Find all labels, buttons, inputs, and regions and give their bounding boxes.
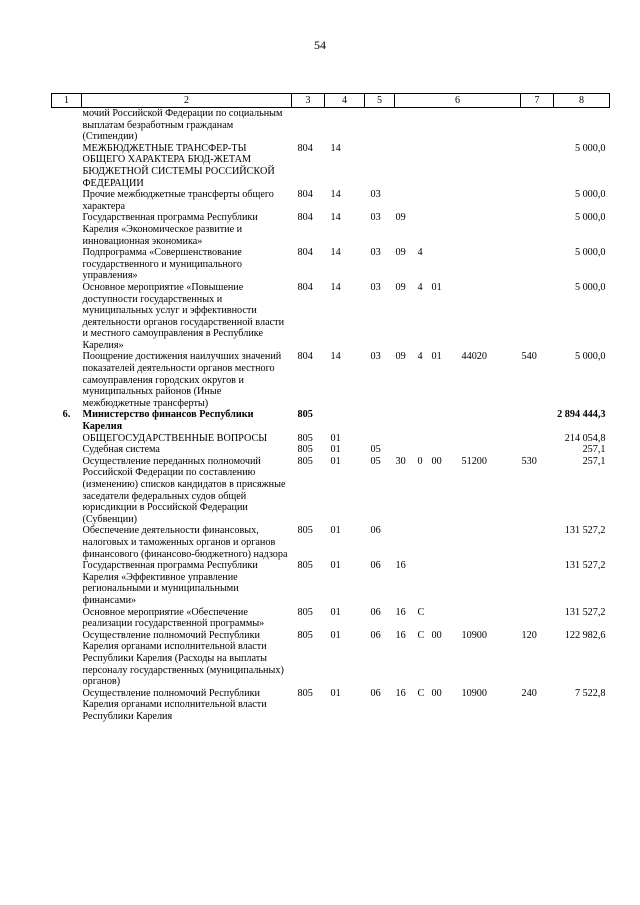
row-amount: 5 000,0 bbox=[574, 351, 606, 363]
table-row bbox=[52, 607, 610, 630]
row-col-6-d bbox=[462, 560, 502, 572]
row-col-6-b: С bbox=[417, 687, 425, 699]
row-col-6-a: 16 bbox=[395, 629, 406, 641]
header-col-5: 5 bbox=[365, 94, 395, 108]
row-number bbox=[52, 444, 82, 456]
row-col-7 bbox=[521, 444, 554, 456]
row-col-6 bbox=[395, 525, 521, 560]
row-col-6 bbox=[395, 212, 521, 247]
row-col-4: 01 bbox=[330, 455, 341, 467]
row-col-3: 805 bbox=[297, 687, 313, 699]
row-col-6 bbox=[395, 630, 521, 688]
header-col-3: 3 bbox=[292, 94, 325, 108]
row-col-6 bbox=[395, 282, 521, 352]
row-col-4: 01 bbox=[330, 606, 341, 618]
row-col-6-d: 10900 bbox=[461, 687, 487, 699]
row-col-4: 01 bbox=[330, 687, 341, 699]
row-col-5: 03 bbox=[370, 212, 381, 224]
row-col-5: 06 bbox=[370, 560, 381, 572]
row-number bbox=[52, 282, 82, 352]
row-number bbox=[52, 456, 82, 526]
row-col-4: 14 bbox=[330, 142, 341, 154]
row-col-6-c bbox=[432, 607, 462, 619]
row-amount: 5 000,0 bbox=[574, 189, 606, 201]
row-col-6 bbox=[395, 189, 521, 212]
row-col-6-a: 16 bbox=[395, 687, 406, 699]
row-col-5: 06 bbox=[370, 606, 381, 618]
row-col-6-d bbox=[462, 282, 502, 294]
row-col-4: 01 bbox=[330, 629, 341, 641]
row-col-6-c: 01 bbox=[431, 351, 442, 363]
table-row bbox=[52, 108, 610, 143]
row-col-6-d bbox=[462, 247, 502, 259]
row-amount: 2 894 444,3 bbox=[557, 409, 606, 421]
row-col-6 bbox=[395, 143, 521, 189]
row-number: 6. bbox=[62, 409, 71, 421]
table-row bbox=[52, 247, 610, 282]
row-name: мочий Российской Федерации по социальным выплатам безработным гражданам (Стипендии) bbox=[82, 108, 283, 143]
row-number bbox=[52, 607, 82, 630]
row-number bbox=[52, 433, 82, 445]
row-name: Обеспечение деятельности финансовых, налоговых и таможенных органов и органов финансового (финансово-бюджетного) надзора bbox=[82, 525, 288, 560]
row-col-6-c: 00 bbox=[431, 687, 442, 699]
row-amount: 5 000,0 bbox=[574, 212, 606, 224]
row-name: Министерство финансов Республики Карелия bbox=[82, 409, 254, 433]
row-name: Осуществление полномочий Республики Карелия органами исполнительной власти Республики Карелия (Расходы на выплаты персоналу государственных (муниципальных) органов) bbox=[82, 629, 284, 688]
row-col-6-b: 4 bbox=[417, 351, 423, 363]
row-col-5: 03 bbox=[370, 351, 381, 363]
table-row bbox=[52, 630, 610, 688]
row-col-5 bbox=[365, 409, 395, 432]
row-col-3: 805 bbox=[297, 629, 313, 641]
row-col-6-c: 00 bbox=[431, 629, 442, 641]
table-row bbox=[52, 688, 610, 723]
row-amount: 257,1 bbox=[582, 444, 606, 456]
row-col-4: 14 bbox=[330, 212, 341, 224]
row-amount: 5 000,0 bbox=[574, 281, 606, 293]
row-col-4: 01 bbox=[330, 560, 341, 572]
row-col-6-a: 09 bbox=[395, 281, 406, 293]
row-col-6-a: 16 bbox=[395, 606, 406, 618]
row-col-5: 06 bbox=[370, 525, 381, 537]
row-col-4: 14 bbox=[330, 189, 341, 201]
row-col-7 bbox=[521, 189, 554, 212]
row-col-3: 805 bbox=[297, 606, 313, 618]
row-col-3: 804 bbox=[297, 212, 313, 224]
row-col-6-b: С bbox=[417, 629, 425, 641]
row-col-5: 03 bbox=[370, 189, 381, 201]
row-amount: 131 527,2 bbox=[564, 606, 606, 618]
row-col-3 bbox=[292, 108, 325, 143]
row-col-7 bbox=[521, 409, 554, 432]
row-col-7 bbox=[521, 607, 554, 630]
row-name: Поощрение достижения наилучших значений показателей деятельности органов местного самоуправления городских округов и муниципальных районов (Иные межбюджетные трансферты) bbox=[82, 351, 282, 409]
row-col-6 bbox=[395, 247, 521, 282]
row-number bbox=[52, 247, 82, 282]
row-col-5: 03 bbox=[370, 247, 381, 259]
row-number bbox=[52, 189, 82, 212]
row-col-6-c bbox=[432, 560, 462, 572]
row-col-6-a: 09 bbox=[395, 247, 406, 259]
row-col-3: 804 bbox=[297, 247, 313, 259]
row-name: Государственная программа Республики Карелия «Экономическое развитие и инновационная экономика» bbox=[82, 212, 258, 247]
row-name: Судебная система bbox=[82, 444, 160, 456]
row-number bbox=[52, 525, 82, 560]
row-col-4: 01 bbox=[330, 444, 341, 456]
row-col-3: 805 bbox=[297, 560, 313, 572]
row-col-6-b: 0 bbox=[417, 455, 423, 467]
row-col-7: 240 bbox=[521, 687, 537, 699]
row-col-6-c bbox=[432, 212, 462, 224]
row-col-6-b: 4 bbox=[417, 281, 423, 293]
row-amount bbox=[554, 108, 610, 143]
table-row bbox=[52, 444, 610, 456]
row-col-4: 14 bbox=[330, 281, 341, 293]
row-col-6 bbox=[395, 607, 521, 630]
row-col-3: 804 bbox=[297, 189, 313, 201]
row-col-7 bbox=[521, 525, 554, 560]
row-col-5: 06 bbox=[370, 687, 381, 699]
row-col-5: 05 bbox=[370, 455, 381, 467]
row-col-3: 805 bbox=[297, 432, 313, 444]
row-name: ОБЩЕГОСУДАРСТВЕННЫЕ ВОПРОСЫ bbox=[82, 432, 268, 444]
row-col-4: 01 bbox=[330, 525, 341, 537]
row-col-3: 805 bbox=[297, 525, 313, 537]
row-col-6-b bbox=[418, 560, 432, 572]
row-amount: 5 000,0 bbox=[574, 142, 606, 154]
row-name: Осуществление переданных полномочий Российской Федерации по составлению (изменению) списков кандидатов в присяжные заседатели федеральных судов общей юрисдикции в Российской Федерации (Субвенции) bbox=[82, 455, 286, 525]
header-col-8: 8 bbox=[554, 94, 610, 108]
row-col-3: 805 bbox=[297, 455, 313, 467]
row-col-6-c: 00 bbox=[431, 455, 442, 467]
row-col-7 bbox=[521, 143, 554, 189]
row-col-7 bbox=[521, 247, 554, 282]
row-col-7: 540 bbox=[521, 351, 537, 363]
table-row bbox=[52, 560, 610, 606]
row-col-6-a: 30 bbox=[395, 455, 406, 467]
row-col-7 bbox=[521, 108, 554, 143]
row-col-4: 14 bbox=[330, 351, 341, 363]
row-number bbox=[52, 212, 82, 247]
row-col-6-a: 09 bbox=[395, 212, 406, 224]
row-name: Подпрограмма «Совершенствование государственного и муниципального управления» bbox=[82, 247, 242, 282]
header-col-1: 1 bbox=[52, 94, 82, 108]
row-amount: 257,1 bbox=[582, 455, 606, 467]
row-amount: 131 527,2 bbox=[564, 525, 606, 537]
page-number: 54 bbox=[314, 38, 326, 52]
header-col-7: 7 bbox=[521, 94, 554, 108]
row-col-5: 06 bbox=[370, 629, 381, 641]
row-col-6-b bbox=[418, 212, 432, 224]
row-col-6 bbox=[395, 560, 521, 606]
row-col-7: 120 bbox=[521, 629, 537, 641]
row-amount: 131 527,2 bbox=[564, 560, 606, 572]
row-number bbox=[52, 143, 82, 189]
table-row bbox=[52, 456, 610, 526]
table-row bbox=[52, 351, 610, 409]
row-col-6 bbox=[395, 108, 521, 143]
row-col-7: 530 bbox=[521, 455, 537, 467]
row-col-7 bbox=[521, 560, 554, 606]
row-col-6 bbox=[395, 409, 521, 432]
row-col-6 bbox=[395, 433, 521, 445]
row-col-6-b: 4 bbox=[417, 247, 423, 259]
row-name: Осуществление полномочий Республики Карелия органами исполнительной власти Республики Карелия bbox=[82, 687, 267, 722]
table-row bbox=[52, 282, 610, 352]
row-number bbox=[52, 560, 82, 606]
table-row bbox=[52, 433, 610, 445]
row-col-3: 805 bbox=[297, 444, 313, 456]
row-col-6 bbox=[395, 456, 521, 526]
row-col-5 bbox=[365, 143, 395, 189]
row-name: МЕЖБЮДЖЕТНЫЕ ТРАНСФЕР-ТЫ ОБЩЕГО ХАРАКТЕРА БЮД-ЖЕТАМ БЮДЖЕТНОЙ СИСТЕМЫ РОССИЙСКОЙ ФЕДЕРАЦИИ bbox=[82, 142, 275, 189]
header-col-2: 2 bbox=[82, 94, 292, 108]
row-name: Основное мероприятие «Обеспечение реализации государственной программы» bbox=[82, 606, 265, 630]
row-col-6 bbox=[395, 444, 521, 456]
row-col-5: 05 bbox=[370, 444, 381, 456]
row-amount: 122 982,6 bbox=[564, 629, 606, 641]
row-number bbox=[52, 630, 82, 688]
row-col-6-d: 51200 bbox=[461, 455, 487, 467]
table-row bbox=[52, 212, 610, 247]
table-row bbox=[52, 525, 610, 560]
budget-table bbox=[51, 93, 610, 722]
row-col-7 bbox=[521, 282, 554, 352]
row-col-6-d: 10900 bbox=[461, 629, 487, 641]
header-col-4: 4 bbox=[325, 94, 365, 108]
row-col-6-c bbox=[432, 247, 462, 259]
row-number bbox=[52, 688, 82, 723]
header-row bbox=[52, 94, 610, 108]
row-col-6 bbox=[395, 688, 521, 723]
row-name: Государственная программа Республики Карелия «Эффективное управление региональными и муниципальными финансами» bbox=[82, 560, 258, 606]
row-col-6-d bbox=[462, 607, 502, 619]
table-row bbox=[52, 189, 610, 212]
row-col-6-b: С bbox=[417, 606, 425, 618]
row-col-4: 01 bbox=[330, 432, 341, 444]
row-col-6-d: 44020 bbox=[461, 351, 487, 363]
table-row bbox=[52, 409, 610, 432]
row-col-6-a: 09 bbox=[395, 351, 406, 363]
row-col-5 bbox=[365, 433, 395, 445]
row-col-7 bbox=[521, 433, 554, 445]
row-col-6 bbox=[395, 351, 521, 409]
row-name: Прочие межбюджетные трансферты общего характера bbox=[82, 189, 274, 212]
row-col-6-d bbox=[462, 212, 502, 224]
row-col-3: 804 bbox=[297, 351, 313, 363]
row-col-5: 03 bbox=[370, 281, 381, 293]
row-col-6-c: 01 bbox=[431, 281, 442, 293]
table-row bbox=[52, 143, 610, 189]
row-name: Основное мероприятие «Повышение доступности государственных и муниципальных услуг и эффективности деятельности органов государственной власти и местного самоуправления в Республике Карелия» bbox=[82, 281, 285, 351]
row-col-4 bbox=[325, 409, 365, 432]
row-number bbox=[52, 351, 82, 409]
header-col-6: 6 bbox=[395, 94, 521, 108]
row-col-4: 14 bbox=[330, 247, 341, 259]
row-col-5 bbox=[365, 108, 395, 143]
row-amount: 5 000,0 bbox=[574, 247, 606, 259]
row-col-3: 804 bbox=[297, 142, 313, 154]
row-col-3: 805 bbox=[297, 409, 313, 421]
row-col-3: 804 bbox=[297, 281, 313, 293]
row-col-4 bbox=[325, 108, 365, 143]
row-col-6-a: 16 bbox=[395, 560, 406, 572]
row-col-7 bbox=[521, 212, 554, 247]
row-amount: 214 054,8 bbox=[564, 432, 606, 444]
row-amount: 7 522,8 bbox=[574, 687, 606, 699]
row-number bbox=[52, 108, 82, 143]
